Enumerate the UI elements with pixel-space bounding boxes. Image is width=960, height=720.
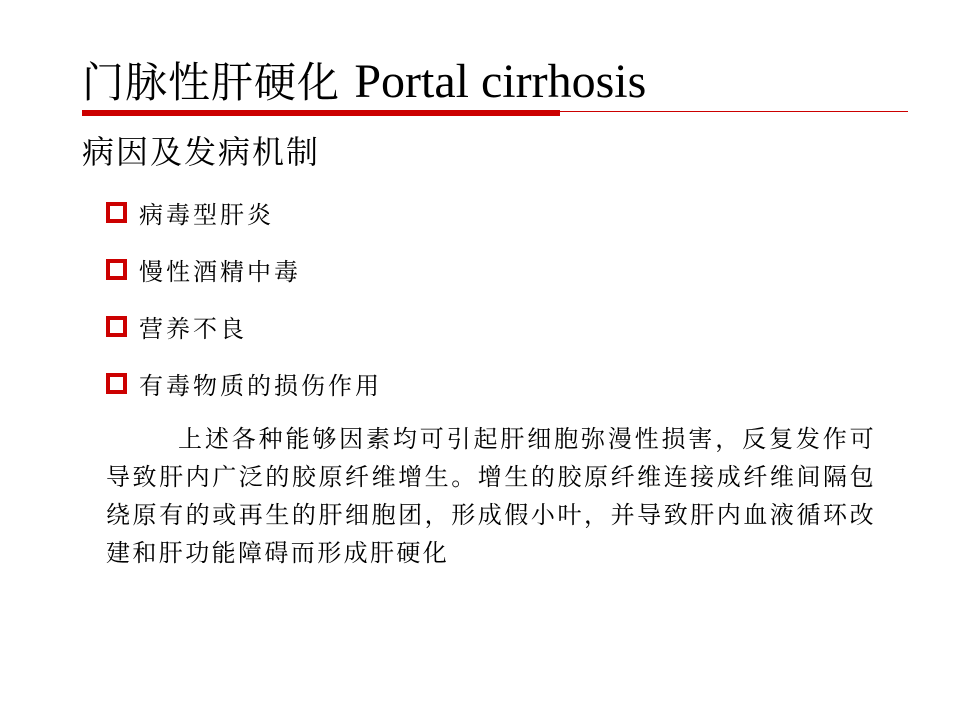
list-item	[106, 250, 382, 288]
square-bullet-icon	[106, 373, 127, 394]
list-item-text: 病毒型肝炎	[139, 200, 274, 229]
list-item	[106, 193, 382, 231]
title-underline-thin	[560, 111, 908, 112]
slide-title-chinese: 门脉性肝硬化	[82, 58, 341, 107]
list-item-text: 慢性酒精中毒	[139, 257, 301, 286]
list-item-text: 营养不良	[139, 314, 247, 343]
list-item-text: 有毒物质的损伤作用	[139, 371, 382, 400]
slide-title	[82, 52, 646, 113]
mechanism-paragraph: 上述各种能够因素均可引起肝细胞弥漫性损害，反复发作可导致肝内广泛的胶原纤维增生。增生的胶原纤维连接成纤维间隔包绕原有的或再生的肝细胞团，形成假小叶，并导致肝内血液循环改建和肝功能障碍而形成肝硬化	[106, 425, 876, 567]
list-item	[106, 307, 382, 345]
title-underline-thick	[82, 110, 560, 116]
cause-list	[106, 193, 382, 421]
square-bullet-icon	[106, 316, 127, 337]
square-bullet-icon	[106, 259, 127, 280]
slide-title-english: Portal cirrhosis	[354, 55, 647, 108]
section-heading: 病因及发病机制	[82, 133, 321, 171]
square-bullet-icon	[106, 202, 127, 223]
list-item	[106, 364, 382, 402]
